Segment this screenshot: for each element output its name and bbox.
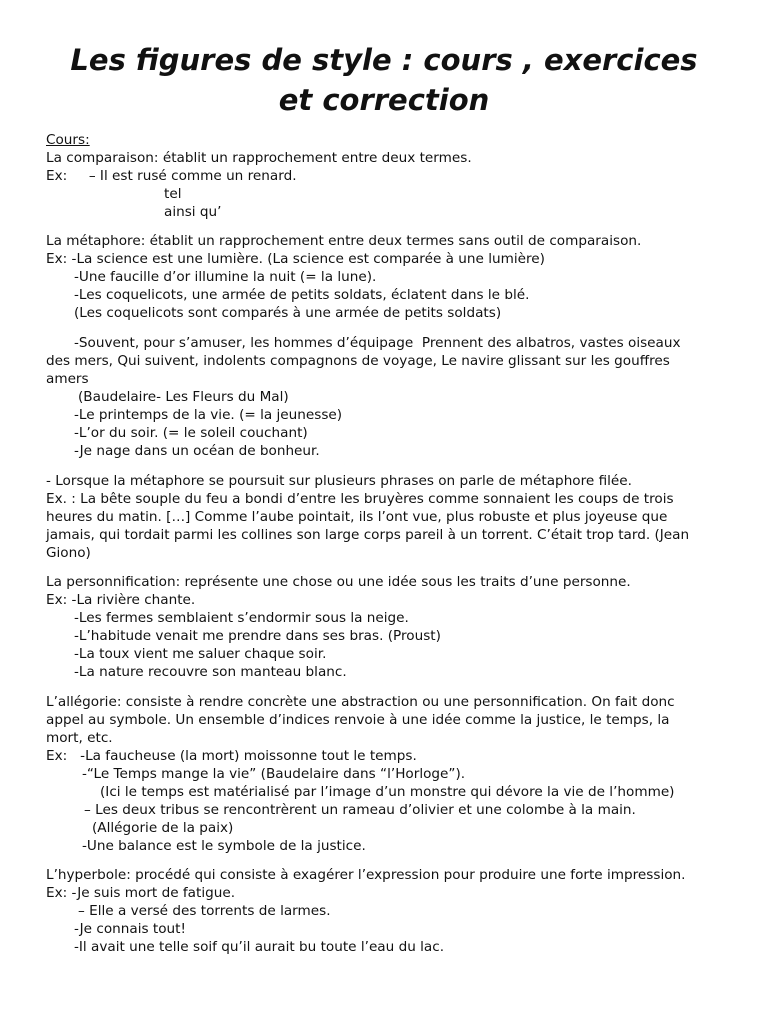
metaphore-example-3: -Les coquelicots, une armée de petits soldats, éclatent dans le blé.: [74, 287, 530, 303]
metaphore-example-2: -Une faucille d’or illumine la nuit (= la lune).: [74, 269, 377, 285]
filee-example-line-2: heures du matin. […] Comme l’aube pointait, ils l’ont vue, plus robuste et plus joyeuse que: [46, 509, 668, 525]
metaphore-example-4-line-2: des mers, Qui suivent, indolents compagnons de voyage, Le navire glissant sur les gouffres: [46, 353, 670, 369]
personnification-example-5: -La nature recouvre son manteau blanc.: [74, 664, 347, 680]
hyperbole-definition: L’hyperbole: procédé qui consiste à exagérer l’expression pour produire une forte impression.: [46, 867, 686, 883]
metaphore-example-5: -Le printemps de la vie. (= la jeunesse): [74, 407, 343, 423]
hyperbole-example-3: -Je connais tout!: [74, 921, 186, 937]
comparaison-example: Ex: – Il est rusé comme un renard.: [46, 168, 297, 184]
metaphore-definition: La métaphore: établit un rapprochement entre deux termes sans outil de comparaison.: [46, 233, 642, 249]
metaphore-example-3-note: (Les coquelicots sont comparés à une armée de petits soldats): [74, 305, 502, 321]
personnification-example-1: Ex: -La rivière chante.: [46, 592, 196, 608]
filee-example-line-3: jamais, qui tordait parmi les collines son large corps pareil à un torrent. C’était trop tard. (Jean: [46, 527, 690, 543]
hyperbole-example-4: -Il avait une telle soif qu’il aurait bu toute l’eau du lac.: [74, 939, 445, 955]
personnification-definition: La personnification: représente une chose ou une idée sous les traits d’une personne.: [46, 574, 631, 590]
comparaison-ainsi: ainsi qu’: [164, 204, 222, 220]
allegorie-example-4: -Une balance est le symbole de la justice.: [82, 838, 366, 854]
hyperbole-example-1: Ex: -Je suis mort de fatigue.: [46, 885, 236, 901]
hyperbole-example-2: – Elle a versé des torrents de larmes.: [78, 903, 331, 919]
filee-example-line-4: Giono): [46, 545, 91, 561]
personnification-example-2: -Les fermes semblaient s’endormir sous la neige.: [74, 610, 409, 626]
allegorie-example-1: Ex: -La faucheuse (la mort) moissonne tout le temps.: [46, 748, 417, 764]
metaphore-example-7: -Je nage dans un océan de bonheur.: [74, 443, 320, 459]
cours-heading: Cours:: [46, 132, 90, 148]
filee-example-line-1: Ex. : La bête souple du feu a bondi d’entre les bruyères comme sonnaient les coups de trois: [46, 491, 674, 507]
metaphore-example-4-line-3: amers: [46, 371, 89, 387]
title-line-2: et correction: [278, 83, 490, 117]
comparaison-tel: tel: [164, 186, 182, 202]
allegorie-definition-line-3: mort, etc.: [46, 730, 113, 746]
filee-definition: - Lorsque la métaphore se poursuit sur plusieurs phrases on parle de métaphore filée.: [46, 473, 632, 489]
metaphore-example-4-source: (Baudelaire- Les Fleurs du Mal): [78, 389, 289, 405]
metaphore-example-6: -L’or du soir. (= le soleil couchant): [74, 425, 308, 441]
allegorie-definition-line-1: L’allégorie: consiste à rendre concrète une abstraction ou une personnification. On fait donc: [46, 694, 675, 710]
metaphore-example-1: Ex: -La science est une lumière. (La science est comparée à une lumière): [46, 251, 545, 267]
personnification-example-3: -L’habitude venait me prendre dans ses bras. (Proust): [74, 628, 441, 644]
title-line-1: Les figures de style : cours , exercices: [70, 43, 698, 77]
comparaison-definition: La comparaison: établit un rapprochement entre deux termes.: [46, 150, 472, 166]
page-title: [0, 40, 768, 120]
allegorie-example-2: -“Le Temps mange la vie” (Baudelaire dans “l’Horloge”).: [82, 766, 466, 782]
personnification-example-4: -La toux vient me saluer chaque soir.: [74, 646, 327, 662]
allegorie-example-2-note: (Ici le temps est matérialisé par l’image d’un monstre qui dévore la vie de l’homme): [100, 784, 675, 800]
metaphore-example-4-line-1: -Souvent, pour s’amuser, les hommes d’équipage Prennent des albatros, vastes oiseaux: [74, 335, 681, 351]
allegorie-example-3: – Les deux tribus se rencontrèrent un rameau d’olivier et une colombe à la main.: [84, 802, 636, 818]
allegorie-definition-line-2: appel au symbole. Un ensemble d’indices renvoie à une idée comme la justice, le temps, la: [46, 712, 670, 728]
allegorie-example-3-note: (Allégorie de la paix): [92, 820, 234, 836]
